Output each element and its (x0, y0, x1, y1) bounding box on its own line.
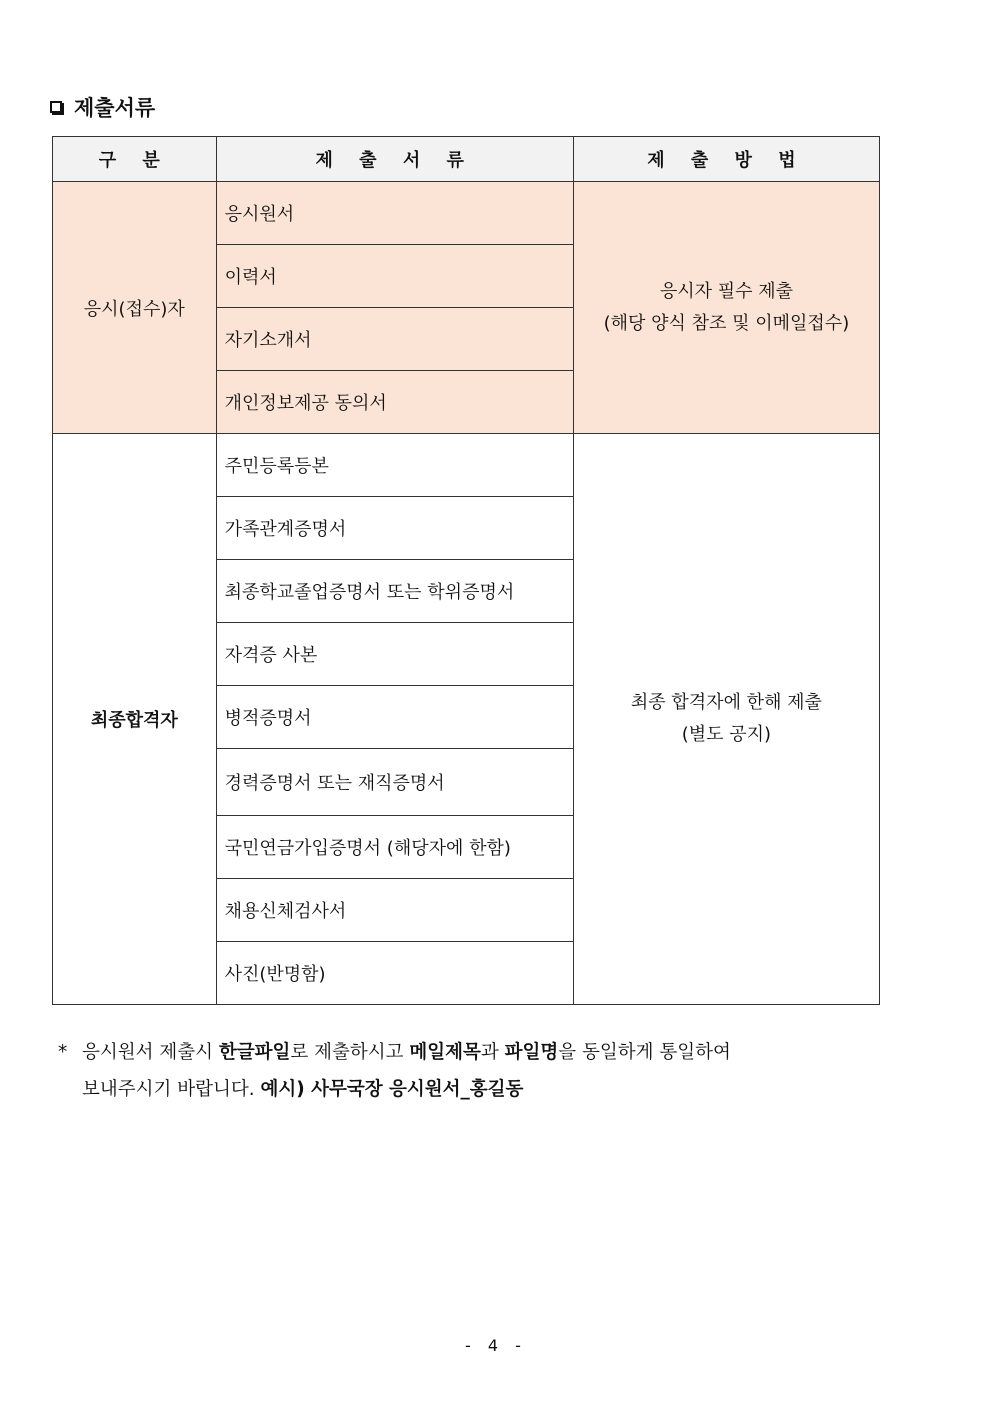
category-applicant: 응시(접수)자 (53, 182, 217, 434)
category-final-pass: 최종합격자 (53, 434, 217, 1005)
document-item: 자기소개서 (216, 308, 573, 371)
method-line: 응시자 필수 제출 (659, 280, 794, 302)
method-applicant (573, 182, 879, 434)
note-bold: 메일제목 (409, 1042, 481, 1063)
method-final-pass (573, 434, 879, 1005)
document-item: 주민등록등본 (216, 434, 573, 497)
table-header-row (53, 137, 880, 182)
note-bold: 한글파일 (218, 1042, 291, 1063)
document-item: 자격증 사본 (216, 623, 573, 686)
method-line: 최종 합격자에 한해 제출 (630, 692, 822, 713)
section-title (50, 92, 155, 122)
document-item: 개인정보제공 동의서 (216, 371, 573, 434)
table-row (53, 434, 880, 497)
document-item: 이력서 (216, 245, 573, 308)
note-line-1 (58, 1034, 868, 1071)
note-text: 보내주시기 바랍니다. (82, 1079, 261, 1100)
document-item: 병적증명서 (216, 686, 573, 749)
note-example: 예시) 사무국장 응시원서_홍길동 (260, 1079, 524, 1100)
note-text: 을 동일하게 통일하여 (558, 1042, 731, 1063)
method-line: (별도 공지) (681, 724, 772, 745)
document-item: 최종학교졸업증명서 또는 학위증명서 (216, 560, 573, 623)
checkbox-bullet-icon (50, 101, 62, 113)
documents-table (52, 136, 880, 1005)
note-text: 로 제출하시고 (290, 1042, 410, 1063)
document-item: 응시원서 (216, 182, 573, 245)
page-number: - 4 - (465, 1336, 527, 1355)
document-item: 사진(반명함) (216, 942, 573, 1005)
document-item: 채용신체검사서 (216, 879, 573, 942)
section-title-text: 제출서류 (74, 96, 156, 120)
note-asterisk: * (58, 1042, 68, 1063)
note-line-2 (58, 1071, 868, 1108)
document-item: 가족관계증명서 (216, 497, 573, 560)
document-item: 국민연금가입증명서 (해당자에 한함) (216, 816, 573, 879)
header-method: 제 출 방 법 (573, 137, 879, 182)
note-text: 과 (480, 1042, 505, 1063)
method-line: (해당 양식 참조 및 이메일접수) (603, 312, 850, 334)
header-category: 구 분 (53, 137, 217, 182)
header-documents: 제 출 서 류 (216, 137, 573, 182)
table-row (53, 182, 880, 245)
note-bold: 파일명 (504, 1042, 559, 1063)
submission-note (58, 1034, 868, 1108)
document-item: 경력증명서 또는 재직증명서 (216, 749, 573, 816)
note-text: 응시원서 제출시 (82, 1042, 219, 1063)
